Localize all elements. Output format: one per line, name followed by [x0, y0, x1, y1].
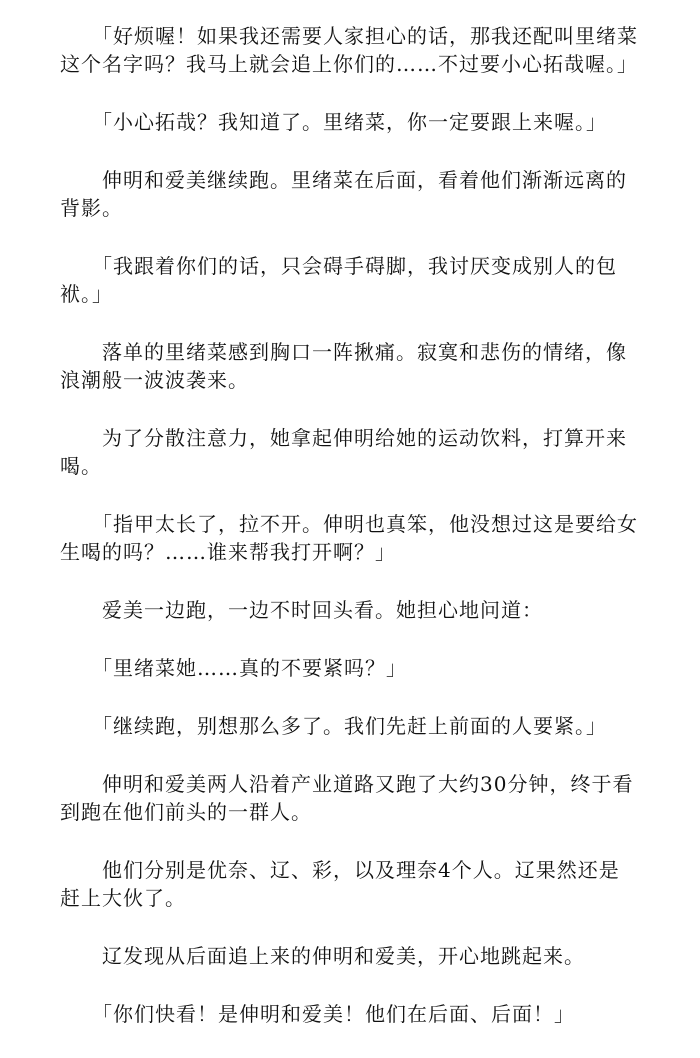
paragraph: 伸明和爱美两人沿着产业道路又跑了大约30分钟，终于看到跑在他们前头的一群人。	[60, 772, 634, 824]
paragraph: 他们分别是优奈、辽、彩，以及理奈4个人。辽果然还是赶上大伙了。	[60, 858, 620, 910]
paragraph: 「里绪菜她……真的不要紧吗？」	[60, 656, 407, 680]
paragraph: 「继续跑，别想那么多了。我们先赶上前面的人要紧。」	[60, 714, 607, 738]
paragraph: 「指甲太长了，拉不开。伸明也真笨，他没想过这是要给女生喝的吗？……谁来帮我打开啊？」	[60, 512, 638, 564]
paragraph: 「你们快看！是伸明和爱美！他们在后面、后面！」	[60, 1002, 575, 1026]
paragraph: 「好烦喔！如果我还需要人家担心的话，那我还配叫里绪菜这个名字吗？我马上就会追上你们的……不过要小心拓哉喔。」	[60, 24, 638, 76]
paragraph: 为了分散注意力，她拿起伸明给她的运动饮料，打算开来喝。	[60, 426, 627, 478]
paragraph: 落单的里绪菜感到胸口一阵揪痛。寂寞和悲伤的情绪，像浪潮般一波波袭来。	[60, 340, 627, 392]
paragraph: 爱美一边跑，一边不时回头看。她担心地问道：	[60, 598, 543, 622]
document-page	[60, 22, 640, 1058]
paragraph: 辽发现从后面追上来的伸明和爱美，开心地跳起来。	[60, 944, 585, 968]
paragraph: 「我跟着你们的话，只会碍手碍脚，我讨厌变成别人的包袱。」	[60, 254, 617, 306]
paragraph: 「小心拓哉？我知道了。里绪菜，你一定要跟上来喔。」	[60, 110, 607, 134]
paragraph: 伸明和爱美继续跑。里绪菜在后面，看着他们渐渐远离的背影。	[60, 168, 627, 220]
